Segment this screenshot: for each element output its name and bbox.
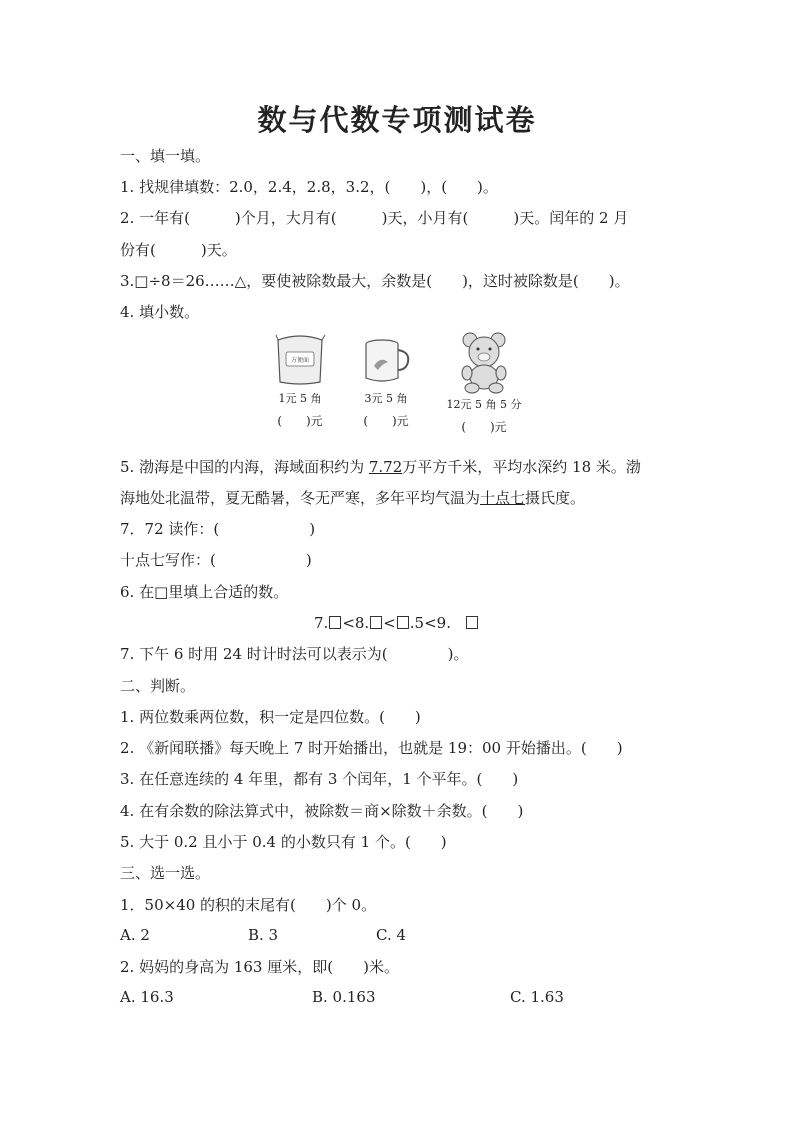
inequality <box>314 613 479 633</box>
section-1-header: 一、填一填。 <box>120 147 211 165</box>
mug-item <box>341 330 431 429</box>
question-1-5-line1 <box>120 457 641 477</box>
teddy-bear-icon <box>454 330 514 394</box>
question-1-2-line1: 2. 一年有( )个月，大月有( )天，小月有( )天。闰年的 2 月 <box>120 209 629 227</box>
question-1-5-line2 <box>120 488 585 508</box>
judge-item-2: 2. 《新闻联播》每天晚上 7 时开始播出，也就是 19：00 开始播出。( ) <box>120 739 623 757</box>
blank-square-1 <box>329 616 341 629</box>
text-segment: .5<9. <box>409 614 451 632</box>
price-figures <box>255 330 555 442</box>
blank-square-3 <box>397 616 409 629</box>
price-label: 12元 5 角 5 分 <box>446 398 522 411</box>
text-segment: 摄氏度。 <box>525 489 586 507</box>
noodle-package-label: 方便面 <box>290 357 310 364</box>
choice-1-option-a: A. 2 <box>120 926 150 944</box>
text-segment: <8. <box>342 614 370 632</box>
answer-blank: ( )元 <box>363 414 409 428</box>
judge-item-4: 4. 在有余数的除法算式中，被除数＝商×除数＋余数。( ) <box>120 802 524 820</box>
teddy-bear-item <box>439 330 529 435</box>
text-segment: 海地处北温带，夏无酷暑，冬无严寒，多年平均气温为 <box>120 489 481 507</box>
section-2-header: 二、判断。 <box>120 677 196 695</box>
underlined-number: 十点七 <box>480 489 526 507</box>
judge-item-3: 3. 在任意连续的 4 年里，都有 3 个闰年，1 个平年。( ) <box>120 770 519 788</box>
question-1-7: 7. 下午 6 时用 24 时计时法可以表示为( )。 <box>120 645 469 663</box>
judge-item-5: 5. 大于 0.2 且小于 0.4 的小数只有 1 个。( ) <box>120 833 447 851</box>
question-1-2-line2: 份有( )天。 <box>120 241 237 259</box>
mug-icon <box>356 330 416 388</box>
answer-blank: ( )元 <box>277 414 323 428</box>
blank-square-2 <box>370 616 382 629</box>
blank-square-4 <box>466 616 478 629</box>
price-label: 1元 5 角 <box>278 392 322 405</box>
text-segment: 5. 渤海是中国的内海，海域面积约为 <box>120 458 369 476</box>
read-prompt: 7．72 读作：( ) <box>120 520 316 538</box>
page-title: 数与代数专项测试卷 <box>257 103 537 137</box>
choice-2-option-c: C. 1.63 <box>510 988 564 1006</box>
text-segment: 7. <box>314 614 329 632</box>
noodle-item <box>255 330 345 429</box>
question-1-4: 4. 填小数。 <box>120 303 200 321</box>
question-1-6: 6. 在□里填上合适的数。 <box>120 583 289 601</box>
instant-noodle-icon <box>270 330 330 388</box>
underlined-number: 7.72 <box>368 458 403 476</box>
answer-blank: ( )元 <box>461 420 507 434</box>
choice-1-option-b: B. 3 <box>248 926 279 944</box>
question-1-1: 1. 找规律填数：2.0，2.4，2.8，3.2，( )，( )。 <box>120 178 498 196</box>
choice-question-1: 1．50×40 的积的末尾有( )个 0。 <box>120 896 377 914</box>
choice-2-option-b: B. 0.163 <box>312 988 376 1006</box>
write-prompt: 十点七写作：( ) <box>120 551 312 569</box>
judge-item-1: 1. 两位数乘两位数，积一定是四位数。( ) <box>120 708 421 726</box>
text-segment: 万平方千米，平均水深约 18 米。渤 <box>402 458 641 476</box>
section-3-header: 三、选一选。 <box>120 864 211 882</box>
price-label: 3元 5 角 <box>364 392 408 405</box>
choice-2-option-a: A. 16.3 <box>120 988 174 1006</box>
choice-1-option-c: C. 4 <box>376 926 407 944</box>
text-segment: < <box>383 614 396 632</box>
question-1-3: 3.□÷8＝26……△，要使被除数最大，余数是( )，这时被除数是( )。 <box>120 272 630 290</box>
choice-question-2: 2. 妈妈的身高为 163 厘米，即( )米。 <box>120 958 399 976</box>
